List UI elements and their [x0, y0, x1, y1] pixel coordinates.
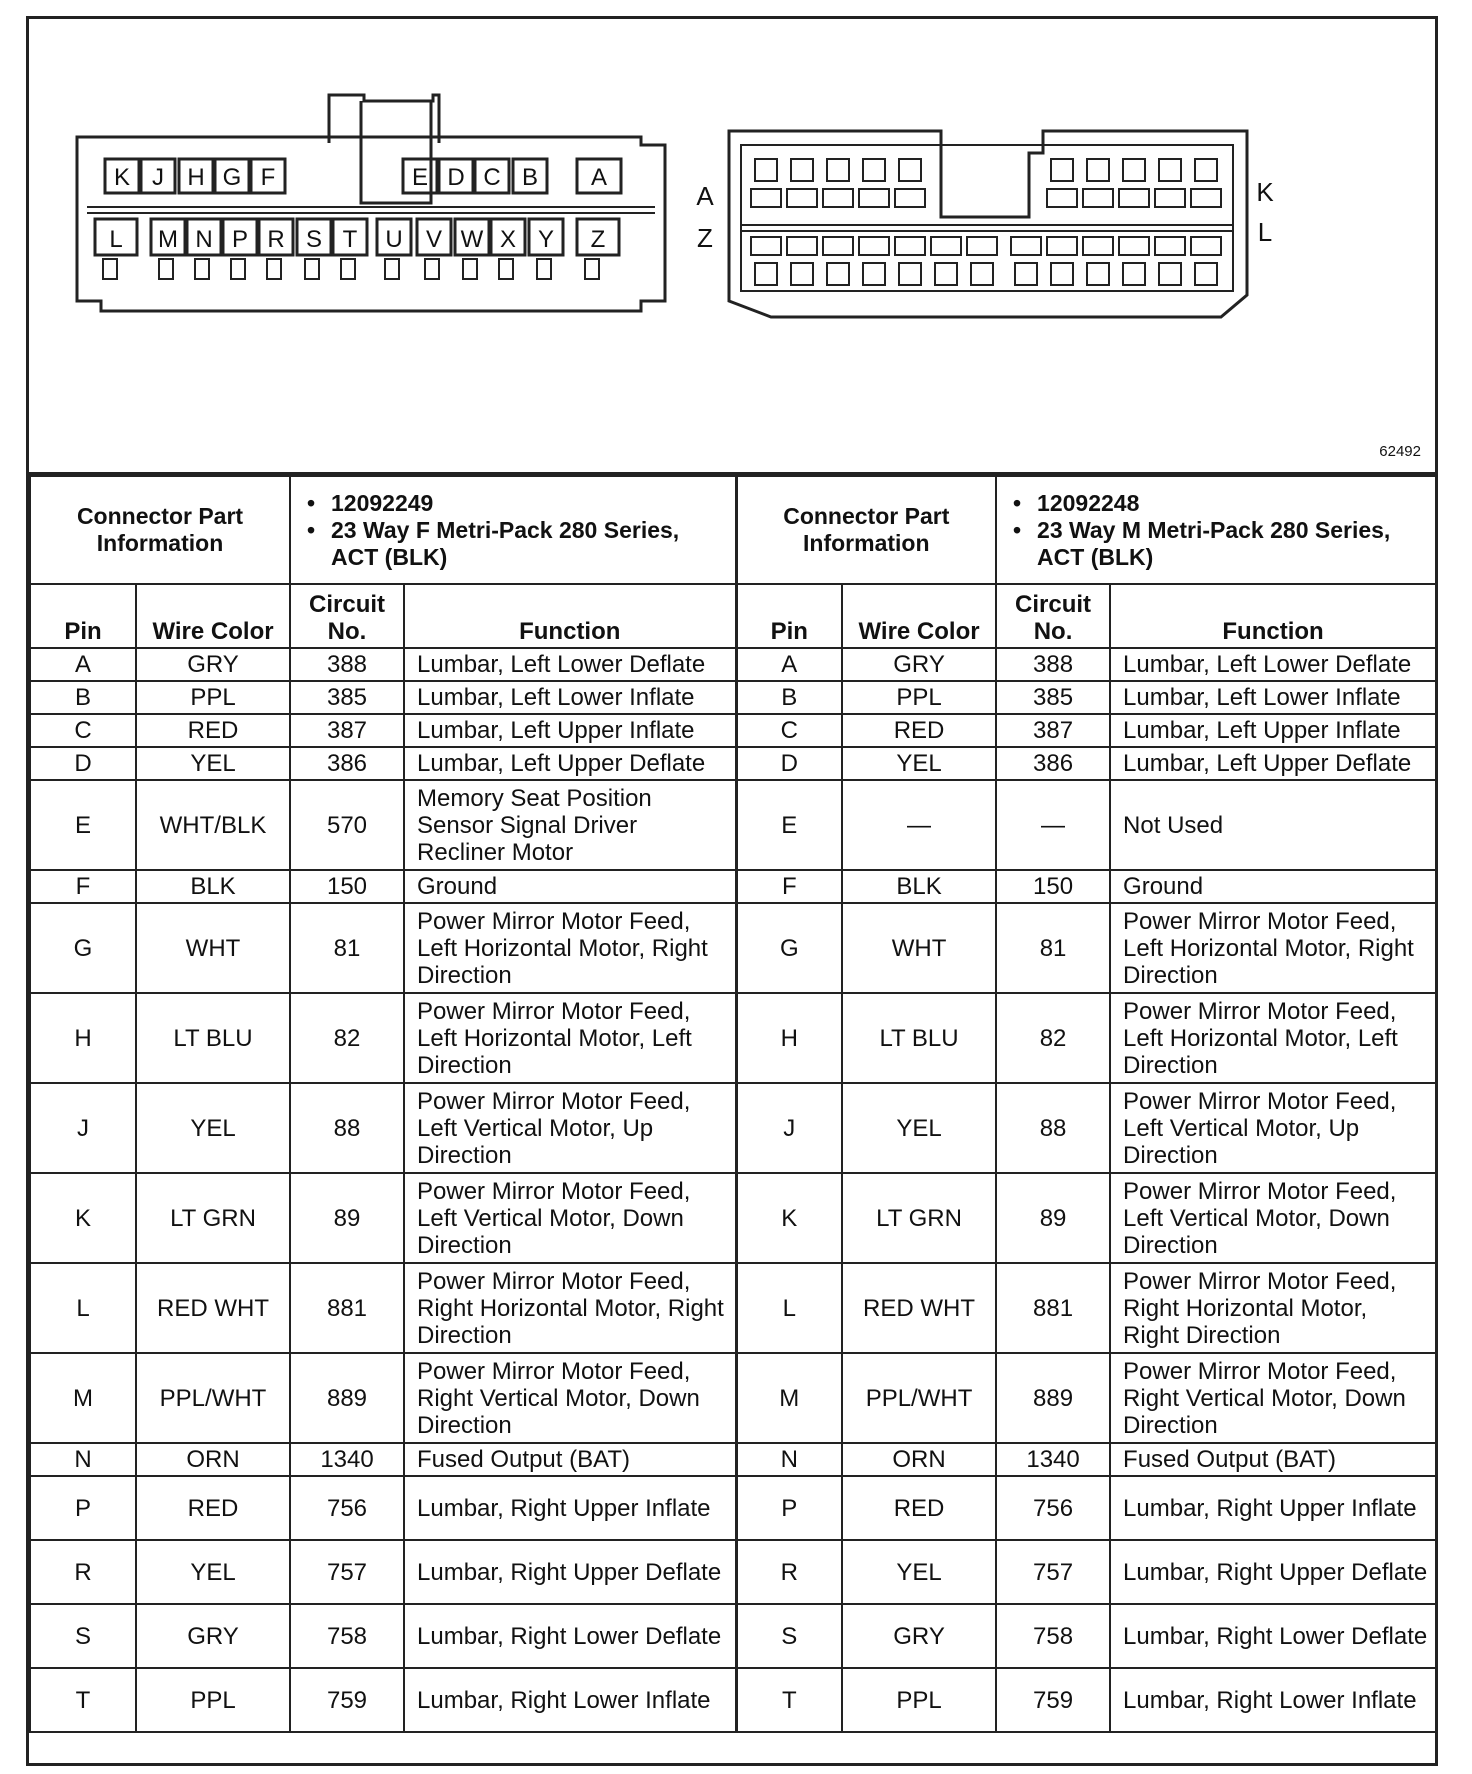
- right-circuit-cell: 385: [996, 681, 1110, 714]
- right-pin-cell: L: [736, 1263, 842, 1353]
- right-pin-cell: M: [736, 1353, 842, 1443]
- table-row: [30, 1083, 1436, 1173]
- left-pin-cell: F: [30, 870, 136, 903]
- right-top-cavity: [791, 159, 813, 181]
- left-bottom-pin-label: Z: [590, 226, 606, 253]
- left-wire-color-cell: LT GRN: [136, 1173, 290, 1263]
- right-top-slot: [859, 189, 889, 207]
- left-bottom-terminal: [463, 259, 477, 279]
- left-circuit-cell: 89: [290, 1173, 404, 1263]
- right-pin-cell: F: [736, 870, 842, 903]
- right-top-cavity: [899, 159, 921, 181]
- right-wire-color-cell: YEL: [842, 1083, 996, 1173]
- right-bottom-slot: [787, 237, 817, 255]
- left-wire-color-cell: YEL: [136, 1083, 290, 1173]
- left-function-cell: Lumbar, Right Upper Deflate: [404, 1540, 736, 1604]
- right-function-cell: Lumbar, Left Lower Deflate: [1110, 648, 1436, 681]
- left-wire-color-cell: RED WHT: [136, 1263, 290, 1353]
- left-bottom-terminal: [425, 259, 439, 279]
- right-info-details: [996, 476, 1436, 584]
- table-row: [30, 1668, 1436, 1732]
- left-circuit-cell: 758: [290, 1604, 404, 1668]
- table-row: [30, 648, 1436, 681]
- table-row: [30, 1263, 1436, 1353]
- left-wire-color-cell: ORN: [136, 1443, 290, 1476]
- table-row: [30, 747, 1436, 780]
- left-pin-cell: N: [30, 1443, 136, 1476]
- right-circuit-cell: 889: [996, 1353, 1110, 1443]
- right-circuit-cell: 757: [996, 1540, 1110, 1604]
- right-pin-cell: B: [736, 681, 842, 714]
- left-bottom-pin-label: M: [158, 226, 178, 253]
- right-pin-cell: A: [736, 648, 842, 681]
- left-function-cell: Lumbar, Left Lower Inflate: [404, 681, 736, 714]
- right-header-wire-color: Wire Color: [842, 584, 996, 648]
- right-bottom-slot: [1083, 237, 1113, 255]
- right-bottom-cavity: [899, 263, 921, 285]
- table-row: [30, 993, 1436, 1083]
- left-function-cell: Power Mirror Motor Feed, Left Vertical Motor, Down Direction: [404, 1173, 736, 1263]
- left-function-cell: Power Mirror Motor Feed, Left Horizontal Motor, Left Direction: [404, 993, 736, 1083]
- right-connector-face: [729, 131, 1247, 317]
- right-header-circuit: Circuit No.: [996, 584, 1110, 648]
- figure-id: 62492: [1379, 443, 1421, 460]
- left-bottom-pin-label: W: [460, 226, 484, 253]
- right-top-cavity: [863, 159, 885, 181]
- left-connector-face: [77, 95, 665, 311]
- left-bottom-terminal: [103, 259, 117, 279]
- right-wire-color-cell: LT BLU: [842, 993, 996, 1083]
- left-bottom-terminal: [585, 259, 599, 279]
- left-function-cell: Lumbar, Right Lower Deflate: [404, 1604, 736, 1668]
- right-top-slot: [751, 189, 781, 207]
- left-wire-color-cell: PPL: [136, 681, 290, 714]
- right-wire-color-cell: —: [842, 780, 996, 870]
- right-function-cell: Power Mirror Motor Feed, Right Vertical Motor, Down Direction: [1110, 1353, 1436, 1443]
- left-bottom-pin-label: Y: [537, 226, 555, 253]
- left-bottom-terminal: [537, 259, 551, 279]
- right-top-cavity: [1159, 159, 1181, 181]
- left-top-pin-label: J: [152, 164, 164, 191]
- left-function-cell: Power Mirror Motor Feed, Right Horizontal Motor, Right Direction: [404, 1263, 736, 1353]
- right-top-cavity: [1087, 159, 1109, 181]
- right-bottom-slot: [1191, 237, 1221, 255]
- right-wire-color-cell: GRY: [842, 1604, 996, 1668]
- right-function-cell: Lumbar, Left Lower Inflate: [1110, 681, 1436, 714]
- left-pin-cell: S: [30, 1604, 136, 1668]
- left-function-cell: Lumbar, Left Lower Deflate: [404, 648, 736, 681]
- left-info-label: Connector Part Information: [30, 476, 290, 584]
- left-pin-cell: C: [30, 714, 136, 747]
- column-header-row: [30, 584, 1436, 648]
- right-function-cell: Power Mirror Motor Feed, Left Horizontal Motor, Left Direction: [1110, 993, 1436, 1083]
- right-connector-label-a: A: [696, 181, 714, 211]
- right-bottom-cavity: [1015, 263, 1037, 285]
- right-bottom-cavity: [755, 263, 777, 285]
- right-function-cell: Power Mirror Motor Feed, Left Vertical Motor, Up Direction: [1110, 1083, 1436, 1173]
- left-circuit-cell: 889: [290, 1353, 404, 1443]
- right-top-slot: [895, 189, 925, 207]
- right-function-cell: Lumbar, Right Upper Deflate: [1110, 1540, 1436, 1604]
- left-wire-color-cell: PPL: [136, 1668, 290, 1732]
- left-bottom-pin-label: V: [425, 226, 443, 253]
- right-function-cell: Lumbar, Left Upper Deflate: [1110, 747, 1436, 780]
- left-circuit-cell: 1340: [290, 1443, 404, 1476]
- connector-diagram-area: [29, 19, 1435, 475]
- left-pin-cell: K: [30, 1173, 136, 1263]
- left-function-cell: Lumbar, Left Upper Deflate: [404, 747, 736, 780]
- right-pin-cell: P: [736, 1476, 842, 1540]
- left-circuit-cell: 759: [290, 1668, 404, 1732]
- right-wire-color-cell: RED: [842, 1476, 996, 1540]
- left-function-cell: Ground: [404, 870, 736, 903]
- left-wire-color-cell: RED: [136, 714, 290, 747]
- left-function-cell: Lumbar, Right Upper Inflate: [404, 1476, 736, 1540]
- right-top-cavity: [1051, 159, 1073, 181]
- right-header-pin: Pin: [736, 584, 842, 648]
- right-wire-color-cell: ORN: [842, 1443, 996, 1476]
- left-top-pin-label: E: [411, 164, 429, 191]
- table-row: [30, 1476, 1436, 1540]
- pinout-table: [29, 475, 1437, 1733]
- left-function-cell: Power Mirror Motor Feed, Left Horizontal Motor, Right Direction: [404, 903, 736, 993]
- left-bottom-terminal: [499, 259, 513, 279]
- left-bottom-terminal: [267, 259, 281, 279]
- right-top-slot: [823, 189, 853, 207]
- right-pin-cell: D: [736, 747, 842, 780]
- table-row: [30, 1540, 1436, 1604]
- left-wire-color-cell: LT BLU: [136, 993, 290, 1083]
- left-part-description: • 23 Way F Metri-Pack 280 Series, ACT (BLK): [331, 517, 729, 571]
- left-header-pin: Pin: [30, 584, 136, 648]
- right-info-label: Connector Part Information: [736, 476, 996, 584]
- right-bottom-slot: [967, 237, 997, 255]
- right-top-slot: [1191, 189, 1221, 207]
- left-circuit-cell: 386: [290, 747, 404, 780]
- left-wire-color-cell: WHT/BLK: [136, 780, 290, 870]
- right-top-cavity: [755, 159, 777, 181]
- right-function-cell: Power Mirror Motor Feed, Left Vertical Motor, Down Direction: [1110, 1173, 1436, 1263]
- right-circuit-cell: 89: [996, 1173, 1110, 1263]
- left-pin-cell: D: [30, 747, 136, 780]
- right-connector-bottom-cavities: [751, 237, 1221, 285]
- right-bottom-slot: [823, 237, 853, 255]
- right-bottom-cavity: [1087, 263, 1109, 285]
- right-pin-cell: H: [736, 993, 842, 1083]
- right-wire-color-cell: YEL: [842, 747, 996, 780]
- right-function-cell: Lumbar, Right Upper Inflate: [1110, 1476, 1436, 1540]
- left-wire-color-cell: YEL: [136, 1540, 290, 1604]
- right-bottom-cavity: [971, 263, 993, 285]
- left-circuit-cell: 756: [290, 1476, 404, 1540]
- left-pin-cell: P: [30, 1476, 136, 1540]
- left-bottom-pin-label: R: [267, 226, 285, 253]
- right-circuit-cell: 1340: [996, 1443, 1110, 1476]
- left-wire-color-cell: RED: [136, 1476, 290, 1540]
- left-connector-top-cavities: [105, 159, 621, 193]
- connector-diagram: [29, 19, 1435, 475]
- left-circuit-cell: 150: [290, 870, 404, 903]
- right-circuit-cell: 759: [996, 1668, 1110, 1732]
- right-header-function: Function: [1110, 584, 1436, 648]
- left-function-cell: Fused Output (BAT): [404, 1443, 736, 1476]
- table-row: [30, 714, 1436, 747]
- table-row: [30, 681, 1436, 714]
- right-wire-color-cell: YEL: [842, 1540, 996, 1604]
- right-bottom-cavity: [1123, 263, 1145, 285]
- right-top-slot: [1047, 189, 1077, 207]
- right-connector-top-cavities: [751, 159, 1221, 207]
- left-bottom-terminal: [231, 259, 245, 279]
- left-top-pin-label: G: [222, 164, 242, 191]
- right-pin-cell: S: [736, 1604, 842, 1668]
- left-wire-color-cell: YEL: [136, 747, 290, 780]
- left-pin-cell: A: [30, 648, 136, 681]
- left-wire-color-cell: WHT: [136, 903, 290, 993]
- right-circuit-cell: 387: [996, 714, 1110, 747]
- right-wire-color-cell: PPL: [842, 681, 996, 714]
- left-function-cell: Memory Seat Position Sensor Signal Driver Recliner Motor: [404, 780, 736, 870]
- left-circuit-cell: 388: [290, 648, 404, 681]
- right-bottom-cavity: [791, 263, 813, 285]
- right-function-cell: Power Mirror Motor Feed, Left Horizontal Motor, Right Direction: [1110, 903, 1436, 993]
- right-part-description: • 23 Way M Metri-Pack 280 Series, ACT (BLK): [1037, 517, 1429, 571]
- right-pin-cell: E: [736, 780, 842, 870]
- left-bottom-pin-label: X: [499, 226, 517, 253]
- right-function-cell: Lumbar, Right Lower Deflate: [1110, 1604, 1436, 1668]
- left-circuit-cell: 385: [290, 681, 404, 714]
- left-bottom-pin-label: S: [305, 226, 323, 253]
- left-part-number: • 12092249: [331, 490, 729, 517]
- left-top-pin-label: D: [447, 164, 465, 191]
- right-top-cavity: [1123, 159, 1145, 181]
- right-bottom-cavity: [935, 263, 957, 285]
- left-pin-cell: M: [30, 1353, 136, 1443]
- right-circuit-cell: 88: [996, 1083, 1110, 1173]
- left-bottom-pin-label: L: [109, 226, 123, 253]
- right-bottom-slot: [1119, 237, 1149, 255]
- left-top-pin-label: H: [187, 164, 205, 191]
- right-circuit-cell: 756: [996, 1476, 1110, 1540]
- right-circuit-cell: 81: [996, 903, 1110, 993]
- right-wire-color-cell: PPL: [842, 1668, 996, 1732]
- left-header-function: Function: [404, 584, 736, 648]
- left-bottom-terminal: [159, 259, 173, 279]
- left-pin-cell: E: [30, 780, 136, 870]
- right-top-cavity: [1195, 159, 1217, 181]
- right-wire-color-cell: WHT: [842, 903, 996, 993]
- left-function-cell: Lumbar, Right Lower Inflate: [404, 1668, 736, 1732]
- table-row: [30, 1173, 1436, 1263]
- right-pin-cell: C: [736, 714, 842, 747]
- right-bottom-cavity: [1159, 263, 1181, 285]
- right-function-cell: Ground: [1110, 870, 1436, 903]
- right-top-slot: [1155, 189, 1185, 207]
- left-bottom-pin-label: P: [231, 226, 249, 253]
- right-pin-cell: R: [736, 1540, 842, 1604]
- right-bottom-cavity: [827, 263, 849, 285]
- right-bottom-slot: [751, 237, 781, 255]
- left-wire-color-cell: GRY: [136, 648, 290, 681]
- right-circuit-cell: —: [996, 780, 1110, 870]
- left-top-pin-label: K: [113, 164, 131, 191]
- right-function-cell: Lumbar, Right Lower Inflate: [1110, 1668, 1436, 1732]
- right-circuit-cell: 82: [996, 993, 1110, 1083]
- left-pin-cell: R: [30, 1540, 136, 1604]
- right-function-cell: Power Mirror Motor Feed, Right Horizontal Motor, Right Direction: [1110, 1263, 1436, 1353]
- right-connector-label-k: K: [1256, 177, 1274, 207]
- left-circuit-cell: 570: [290, 780, 404, 870]
- document-frame: [26, 16, 1438, 1766]
- right-circuit-cell: 386: [996, 747, 1110, 780]
- right-circuit-cell: 150: [996, 870, 1110, 903]
- right-circuit-cell: 881: [996, 1263, 1110, 1353]
- right-connector-label-l: L: [1257, 217, 1273, 247]
- table-row: [30, 780, 1436, 870]
- right-top-slot: [1119, 189, 1149, 207]
- left-info-details: [290, 476, 736, 584]
- right-top-slot: [1083, 189, 1113, 207]
- left-pin-cell: J: [30, 1083, 136, 1173]
- left-circuit-cell: 387: [290, 714, 404, 747]
- left-bottom-pin-label: N: [195, 226, 213, 253]
- right-wire-color-cell: RED: [842, 714, 996, 747]
- left-pin-cell: T: [30, 1668, 136, 1732]
- left-wire-color-cell: BLK: [136, 870, 290, 903]
- left-bottom-terminal: [385, 259, 399, 279]
- right-bottom-slot: [859, 237, 889, 255]
- right-circuit-cell: 388: [996, 648, 1110, 681]
- right-function-cell: Lumbar, Left Upper Inflate: [1110, 714, 1436, 747]
- right-part-number: • 12092248: [1037, 490, 1429, 517]
- right-pin-cell: K: [736, 1173, 842, 1263]
- right-pin-cell: G: [736, 903, 842, 993]
- table-row: [30, 1604, 1436, 1668]
- left-header-circuit: Circuit No.: [290, 584, 404, 648]
- left-bottom-pin-label: T: [342, 226, 358, 253]
- left-bottom-terminal: [305, 259, 319, 279]
- right-pin-cell: J: [736, 1083, 842, 1173]
- left-pin-cell: H: [30, 993, 136, 1083]
- right-wire-color-cell: BLK: [842, 870, 996, 903]
- left-function-cell: Lumbar, Left Upper Inflate: [404, 714, 736, 747]
- left-pin-cell: G: [30, 903, 136, 993]
- table-row: [30, 1353, 1436, 1443]
- right-wire-color-cell: LT GRN: [842, 1173, 996, 1263]
- right-function-cell: Not Used: [1110, 780, 1436, 870]
- right-connector-label-z: Z: [697, 223, 713, 253]
- right-pin-cell: T: [736, 1668, 842, 1732]
- left-circuit-cell: 757: [290, 1540, 404, 1604]
- table-row: [30, 870, 1436, 903]
- left-wire-color-cell: GRY: [136, 1604, 290, 1668]
- right-pin-cell: N: [736, 1443, 842, 1476]
- right-bottom-slot: [1155, 237, 1185, 255]
- right-circuit-cell: 758: [996, 1604, 1110, 1668]
- left-circuit-cell: 88: [290, 1083, 404, 1173]
- table-row: [30, 903, 1436, 993]
- right-bottom-slot: [895, 237, 925, 255]
- right-bottom-slot: [1047, 237, 1077, 255]
- left-circuit-cell: 881: [290, 1263, 404, 1353]
- left-pin-cell: L: [30, 1263, 136, 1353]
- left-top-pin-label: B: [521, 164, 539, 191]
- right-bottom-slot: [1011, 237, 1041, 255]
- left-pin-cell: B: [30, 681, 136, 714]
- left-bottom-terminal: [195, 259, 209, 279]
- left-top-pin-label: F: [260, 164, 276, 191]
- left-circuit-cell: 82: [290, 993, 404, 1083]
- connector-info-row: [30, 476, 1436, 584]
- left-header-wire-color: Wire Color: [136, 584, 290, 648]
- right-bottom-cavity: [863, 263, 885, 285]
- right-top-cavity: [827, 159, 849, 181]
- right-top-slot: [787, 189, 817, 207]
- left-function-cell: Power Mirror Motor Feed, Left Vertical Motor, Up Direction: [404, 1083, 736, 1173]
- left-function-cell: Power Mirror Motor Feed, Right Vertical Motor, Down Direction: [404, 1353, 736, 1443]
- right-function-cell: Fused Output (BAT): [1110, 1443, 1436, 1476]
- left-wire-color-cell: PPL/WHT: [136, 1353, 290, 1443]
- left-top-pin-label: C: [483, 164, 501, 191]
- left-circuit-cell: 81: [290, 903, 404, 993]
- right-wire-color-cell: RED WHT: [842, 1263, 996, 1353]
- left-top-pin-label: A: [590, 164, 608, 191]
- right-wire-color-cell: GRY: [842, 648, 996, 681]
- table-row: [30, 1443, 1436, 1476]
- right-bottom-slot: [931, 237, 961, 255]
- right-wire-color-cell: PPL/WHT: [842, 1353, 996, 1443]
- right-bottom-cavity: [1195, 263, 1217, 285]
- left-bottom-pin-label: U: [385, 226, 403, 253]
- right-bottom-cavity: [1051, 263, 1073, 285]
- left-bottom-terminal: [341, 259, 355, 279]
